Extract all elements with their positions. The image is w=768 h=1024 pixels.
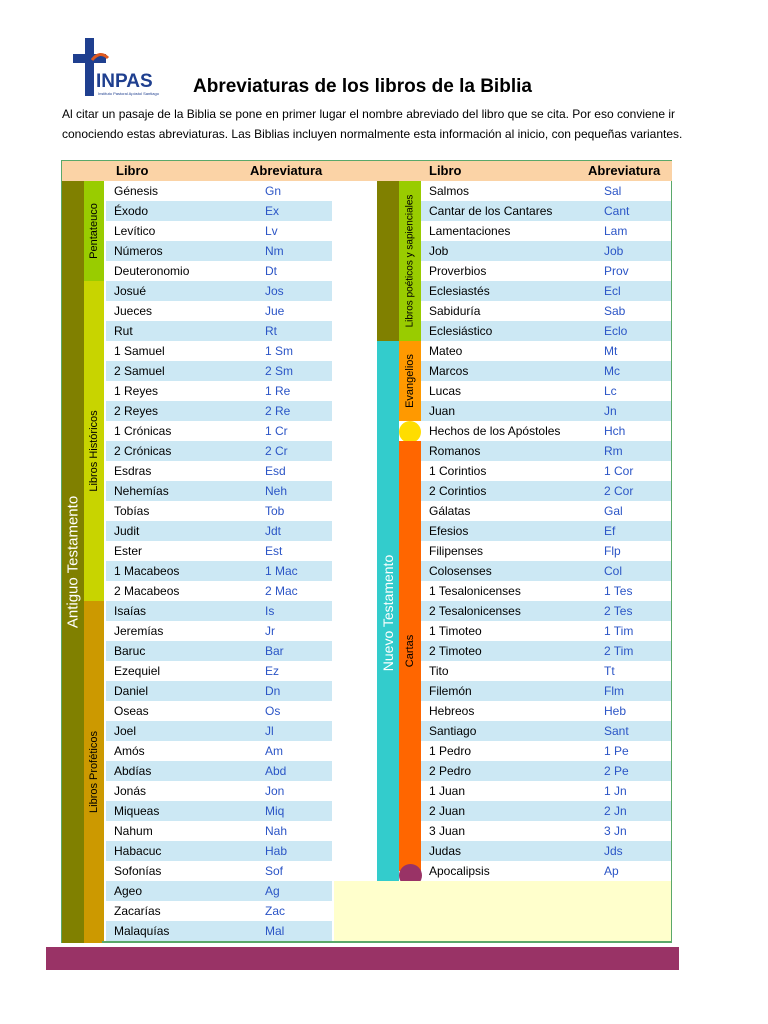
book-name: Cantar de los Cantares — [421, 201, 581, 221]
book-name: Jonás — [114, 784, 147, 798]
label-nuevo-testamento: Nuevo Testamento — [380, 554, 396, 672]
band-antiguo-testamento — [62, 181, 84, 943]
book-name: Judit — [106, 521, 242, 541]
table-row — [421, 701, 671, 721]
empty-area — [334, 881, 671, 941]
book-abbreviation: Lam — [604, 224, 628, 238]
table-row — [421, 241, 671, 261]
book-name: 1 Samuel — [114, 344, 165, 358]
table-row — [421, 341, 671, 361]
table-row — [106, 561, 332, 581]
book-name: Eclesiástico — [421, 321, 581, 341]
table-row — [421, 681, 671, 701]
table-row — [421, 801, 671, 821]
table-row — [421, 281, 671, 301]
book-abbreviation: 1 Sm — [265, 344, 294, 358]
book-abbreviation: Nah — [265, 824, 288, 838]
book-name: Nahum — [114, 824, 153, 838]
table-row — [106, 761, 332, 781]
book-abbreviation: Jl — [242, 721, 332, 741]
table-row — [421, 401, 671, 421]
book-name: Rut — [106, 321, 242, 341]
book-name: 2 Juan — [421, 801, 581, 821]
book-name: Filipenses — [429, 544, 484, 558]
table-row — [421, 261, 671, 281]
book-abbreviation: Sab — [604, 304, 626, 318]
book-abbreviation: Zac — [265, 904, 286, 918]
book-name: Filemón — [421, 681, 581, 701]
book-abbreviation: Ef — [581, 521, 671, 541]
book-name: Marcos — [421, 361, 581, 381]
table-row — [106, 601, 332, 621]
book-name: Isaías — [106, 601, 242, 621]
book-abbreviation: 2 Tes — [581, 601, 671, 621]
table-row — [106, 681, 332, 701]
book-name: Amós — [114, 744, 145, 758]
book-name: 1 Pedro — [429, 744, 472, 758]
band-libros-historicos — [84, 281, 104, 601]
book-name: Sabiduría — [429, 304, 481, 318]
table-row — [106, 921, 332, 941]
book-name: Lucas — [429, 384, 462, 398]
book-abbreviation: Abd — [242, 761, 332, 781]
book-name: Éxodo — [106, 201, 242, 221]
book-abbreviation: 2 Jn — [581, 801, 671, 821]
book-abbreviation: 1 Tes — [604, 584, 633, 598]
book-abbreviation: 1 Pe — [604, 744, 629, 758]
book-abbreviation: Rm — [581, 441, 671, 461]
band-cartas — [399, 441, 421, 871]
book-name: Lamentaciones — [429, 224, 511, 238]
label-antiguo-testamento: Antiguo Testamento — [64, 495, 82, 629]
book-abbreviation: Dt — [265, 264, 277, 278]
table-row — [106, 261, 332, 281]
table-row — [421, 381, 671, 401]
book-name: Ezequiel — [114, 664, 161, 678]
book-abbreviation: Prov — [604, 264, 629, 278]
logo-subtext: Instituto Pastoral Apóstol Santiago — [98, 91, 159, 96]
book-abbreviation: Lv — [265, 224, 278, 238]
table-bottom-line — [102, 941, 672, 943]
book-abbreviation: Bar — [242, 641, 332, 661]
book-abbreviation: 2 Sm — [242, 361, 332, 381]
book-abbreviation: Lc — [604, 384, 617, 398]
book-abbreviation: Job — [581, 241, 671, 261]
label-evangelios: Evangelios — [404, 354, 416, 408]
book-abbreviation: Jdt — [242, 521, 332, 541]
book-abbreviation: 2 Pe — [581, 761, 671, 781]
table-row — [106, 621, 332, 641]
book-abbreviation: 1 Jn — [604, 784, 627, 798]
book-abbreviation: Jos — [242, 281, 332, 301]
book-name: Malaquías — [106, 921, 242, 941]
bottom-bar — [46, 947, 679, 970]
label-libros-profeticos: Libros Proféticos — [88, 731, 100, 813]
book-abbreviation: Tt — [604, 664, 615, 678]
book-abbreviation: 2 Mac — [265, 584, 298, 598]
book-name: Gálatas — [429, 504, 471, 518]
table-row — [106, 461, 332, 481]
band-pentateuco — [84, 181, 104, 281]
table-row — [421, 641, 671, 661]
book-abbreviation: Jds — [581, 841, 671, 861]
book-name: Baruc — [106, 641, 242, 661]
table-row — [106, 501, 332, 521]
book-name: Joel — [106, 721, 242, 741]
book-name: Colosenses — [421, 561, 581, 581]
table-row — [421, 461, 671, 481]
book-abbreviation: Dn — [242, 681, 332, 701]
table-row — [106, 821, 332, 841]
table-row — [106, 801, 332, 821]
book-name: 2 Tesalonicenses — [421, 601, 581, 621]
table-row — [106, 201, 332, 221]
table-row — [421, 521, 671, 541]
table-row — [106, 321, 332, 341]
book-abbreviation: Jue — [265, 304, 285, 318]
book-name: Hechos de los Apóstoles — [429, 424, 561, 438]
book-name: Números — [106, 241, 242, 261]
book-abbreviation: 2 Re — [242, 401, 332, 421]
book-abbreviation: Am — [265, 744, 283, 758]
table-row — [421, 501, 671, 521]
book-abbreviation: 1 Cr — [265, 424, 288, 438]
book-abbreviation: Esd — [265, 464, 286, 478]
book-abbreviation: Mc — [581, 361, 671, 381]
intro-paragraph — [62, 104, 742, 144]
book-name: Judas — [421, 841, 581, 861]
book-name: Hebreos — [429, 704, 475, 718]
book-abbreviation: Sant — [581, 721, 671, 741]
book-name: Proverbios — [429, 264, 487, 278]
table-row — [421, 821, 671, 841]
table-row — [421, 421, 671, 441]
book-name: 1 Crónicas — [114, 424, 172, 438]
book-abbreviation: Ecl — [581, 281, 671, 301]
table-row — [421, 661, 671, 681]
book-name: Abdías — [106, 761, 242, 781]
book-name: Esdras — [114, 464, 152, 478]
book-name: 2 Reyes — [106, 401, 242, 421]
table-row — [106, 721, 332, 741]
table-row — [421, 441, 671, 461]
table-row — [106, 901, 332, 921]
header-abbr-left: Abreviatura — [250, 163, 323, 178]
book-name: Santiago — [421, 721, 581, 741]
book-abbreviation: 1 Mac — [242, 561, 332, 581]
table-row — [106, 781, 332, 801]
book-name: Miqueas — [106, 801, 242, 821]
book-abbreviation: Cant — [581, 201, 671, 221]
book-name: Eclesiastés — [421, 281, 581, 301]
book-abbreviation: 2 Tim — [581, 641, 671, 661]
book-name: Jueces — [114, 304, 153, 318]
book-name: 1 Timoteo — [429, 624, 482, 638]
table-row — [421, 721, 671, 741]
table-row — [106, 861, 332, 881]
table-row — [421, 761, 671, 781]
table-row — [106, 881, 332, 901]
book-abbreviation: Heb — [604, 704, 627, 718]
label-pentateuco: Pentateuco — [88, 203, 100, 259]
table-row — [106, 701, 332, 721]
book-abbreviation: Miq — [242, 801, 332, 821]
book-name: Levítico — [114, 224, 156, 238]
book-abbreviation: Ag — [242, 881, 332, 901]
book-name: Sofonías — [114, 864, 162, 878]
table-row — [421, 561, 671, 581]
book-name: Ageo — [106, 881, 242, 901]
book-abbreviation: Is — [242, 601, 332, 621]
table-row — [106, 401, 332, 421]
book-name: Habacuc — [106, 841, 242, 861]
book-abbreviation: 1 Re — [265, 384, 291, 398]
label-libros-historicos: Libros Históricos — [88, 410, 100, 492]
book-abbreviation: Eclo — [581, 321, 671, 341]
book-name: 1 Juan — [429, 784, 466, 798]
book-abbreviation: Rt — [242, 321, 332, 341]
book-abbreviation: Nm — [242, 241, 332, 261]
book-name: Ester — [114, 544, 143, 558]
book-name: 1 Tesalonicenses — [429, 584, 521, 598]
book-name: Zacarías — [114, 904, 161, 918]
book-abbreviation: Ex — [242, 201, 332, 221]
table-row — [421, 301, 671, 321]
book-abbreviation: Neh — [242, 481, 332, 501]
book-abbreviation: Gal — [604, 504, 623, 518]
table-row — [106, 341, 332, 361]
book-name: Salmos — [429, 184, 470, 198]
band-poeticos-spacer — [377, 181, 399, 341]
table-row — [106, 521, 332, 541]
book-name: 2 Samuel — [106, 361, 242, 381]
table-row — [106, 181, 332, 201]
table-row — [421, 541, 671, 561]
book-abbreviation: 2 Cor — [581, 481, 671, 501]
table-row — [106, 641, 332, 661]
table-row — [421, 581, 671, 601]
table-row — [106, 361, 332, 381]
label-libros-poeticos: Libros poéticos y sapienciales — [404, 194, 416, 328]
book-abbreviation: Flp — [604, 544, 621, 558]
intro-line-1: Al citar un pasaje de la Biblia se pone en primer lugar el nombre abreviado del libro que se cita. Por eso conviene ir — [62, 107, 676, 121]
table-row — [106, 481, 332, 501]
hechos-dot — [399, 421, 421, 443]
book-name: 2 Corintios — [421, 481, 581, 501]
table-row — [106, 661, 332, 681]
table-row — [106, 241, 332, 261]
book-name: Juan — [421, 401, 581, 421]
book-abbreviation: Ap — [604, 864, 619, 878]
table-row — [421, 321, 671, 341]
table-row — [421, 841, 671, 861]
table-row — [106, 281, 332, 301]
table-row — [106, 221, 332, 241]
book-name: Josué — [106, 281, 242, 301]
table-row — [106, 841, 332, 861]
book-abbreviation: Est — [265, 544, 283, 558]
intro-line-2: conociendo estas abreviaturas. Las Biblias incluyen normalmente esta información al inicio, con pequeñas variantes. — [62, 127, 683, 141]
book-name: Génesis — [114, 184, 159, 198]
table-row — [421, 741, 671, 761]
book-name: Apocalipsis — [429, 864, 490, 878]
book-abbreviation: Col — [581, 561, 671, 581]
header-abbr-right: Abreviatura — [588, 163, 661, 178]
book-name: Tobías — [114, 504, 150, 518]
book-name: 1 Reyes — [114, 384, 159, 398]
book-abbreviation: Ez — [265, 664, 280, 678]
book-name: Mateo — [429, 344, 463, 358]
table-row — [106, 441, 332, 461]
logo-text: INPAS — [96, 71, 153, 92]
book-name: Job — [421, 241, 581, 261]
inpas-logo — [70, 38, 170, 100]
book-name: Tito — [429, 664, 449, 678]
book-abbreviation: Mal — [242, 921, 332, 941]
band-libros-profeticos — [84, 601, 104, 943]
book-name: Oseas — [114, 704, 149, 718]
book-abbreviation: Tob — [265, 504, 285, 518]
table-row — [106, 741, 332, 761]
book-abbreviation: 1 Tim — [604, 624, 634, 638]
book-abbreviation: Flm — [581, 681, 671, 701]
book-name: 1 Corintios — [429, 464, 487, 478]
book-name: 2 Macabeos — [114, 584, 180, 598]
book-abbreviation: Hch — [604, 424, 626, 438]
table-row — [106, 421, 332, 441]
table-row — [106, 381, 332, 401]
book-abbreviation: Sof — [265, 864, 284, 878]
table-row — [421, 621, 671, 641]
book-name: Efesios — [421, 521, 581, 541]
table-row — [421, 601, 671, 621]
table-row — [106, 541, 332, 561]
book-name: 2 Timoteo — [421, 641, 581, 661]
table-row — [421, 861, 671, 881]
book-abbreviation: Os — [265, 704, 281, 718]
book-name: 2 Crónicas — [106, 441, 242, 461]
table-row — [421, 361, 671, 381]
book-abbreviation: 2 Cr — [242, 441, 332, 461]
table-header — [62, 161, 672, 181]
book-name: Daniel — [106, 681, 242, 701]
book-abbreviation: Jr — [265, 624, 275, 638]
book-abbreviation: Mt — [604, 344, 618, 358]
book-abbreviation: Sal — [604, 184, 622, 198]
table-row — [421, 201, 671, 221]
table-row — [106, 301, 332, 321]
page-title: Abreviaturas de los libros de la Biblia — [193, 76, 532, 97]
header-book-left: Libro — [116, 163, 149, 178]
book-name: Romanos — [421, 441, 581, 461]
header-book-right: Libro — [429, 163, 462, 178]
label-cartas: Cartas — [404, 634, 416, 668]
book-abbreviation: 3 Jn — [604, 824, 627, 838]
book-name: 2 Pedro — [421, 761, 581, 781]
table-row — [421, 781, 671, 801]
book-name: Nehemías — [106, 481, 242, 501]
book-name: Deuteronomio — [114, 264, 190, 278]
book-name: 1 Macabeos — [106, 561, 242, 581]
book-name: Jeremías — [114, 624, 164, 638]
band-nuevo-testamento — [377, 341, 399, 881]
book-abbreviation: Jn — [581, 401, 671, 421]
book-name: 3 Juan — [429, 824, 466, 838]
table-row — [421, 221, 671, 241]
band-libros-poeticos — [399, 181, 421, 341]
book-abbreviation: Hab — [242, 841, 332, 861]
band-evangelios — [399, 341, 421, 421]
book-abbreviation: Jon — [265, 784, 285, 798]
table-row — [421, 481, 671, 501]
book-abbreviation: Gn — [265, 184, 282, 198]
table-row — [106, 581, 332, 601]
book-abbreviation: 1 Cor — [604, 464, 634, 478]
table-row — [421, 181, 671, 201]
